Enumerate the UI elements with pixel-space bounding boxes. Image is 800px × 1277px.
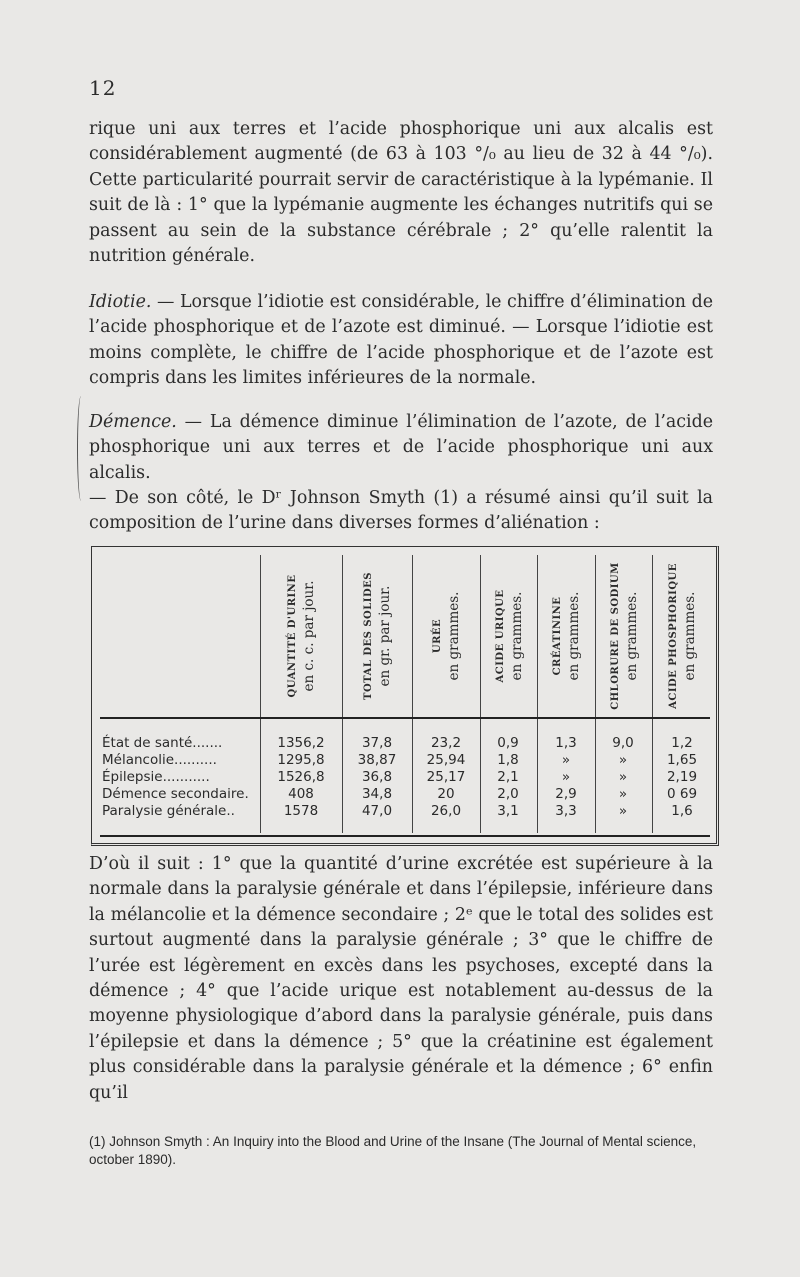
row-label: Mélancolie.......... — [102, 752, 217, 768]
column-header-line1: QUANTITÉ D'URINE — [287, 574, 298, 698]
paragraph-smyth-intro: — De son côté, le Dʳ Johnson Smyth (1) a résumé ainsi qu’il suit la composition de l’urine dans diverses formes d’aliénation : — [89, 488, 713, 534]
table-cell: 3,3 — [555, 803, 577, 819]
column-header-line2: en gr. par jour. — [377, 585, 393, 687]
table-cell: 0 69 — [666, 786, 698, 802]
column-header-creatinine — [538, 561, 594, 711]
column-header-line2: en grammes. — [566, 591, 582, 681]
column-header-line2: en grammes. — [446, 591, 462, 681]
column-header-line2: en grammes. — [624, 591, 640, 681]
row-label: Paralysie générale.. — [102, 803, 235, 819]
table-cell: 408 — [288, 786, 314, 802]
table-cell: 1578 — [283, 803, 319, 819]
column-header-line2: en c. c. par jour. — [301, 580, 317, 692]
table-cell: 26,0 — [430, 803, 462, 819]
column-header-line1: TOTAL DES SOLIDES — [363, 572, 374, 700]
urine-composition-table — [91, 546, 719, 846]
table-row — [102, 735, 710, 752]
table-cell: 1,2 — [671, 735, 693, 751]
column-header-chlorure — [596, 561, 652, 711]
table-cell: 2,9 — [555, 786, 577, 802]
table-cell: 1295,8 — [277, 752, 325, 768]
paragraph-demence-text: — La démence diminue l’élimination de l’azote, de l’acide phosphorique uni aux terres et de l’acide phosphorique uni aux alcalis. — [89, 412, 713, 483]
table-row — [102, 769, 710, 786]
table-cell: 2,19 — [666, 769, 698, 785]
row-label: Épilepsie........... — [102, 769, 210, 785]
column-header-line1: CHLORURE DE SODIUM — [610, 562, 621, 710]
table-cell: 3,1 — [497, 803, 519, 819]
table-row — [102, 786, 710, 803]
table-cell: 38,87 — [357, 752, 397, 768]
table-cell: » — [618, 769, 628, 785]
table-row — [102, 752, 710, 769]
table-cell: » — [618, 786, 628, 802]
table-cell: 2,0 — [497, 786, 519, 802]
table-cell: 37,8 — [361, 735, 393, 751]
table-cell: » — [561, 769, 571, 785]
paragraph-demence — [89, 410, 713, 486]
table-cell: 9,0 — [612, 735, 634, 751]
table-cell: » — [561, 752, 571, 768]
section-label-demence: Démence. — [89, 412, 177, 432]
table-cell: » — [618, 803, 628, 819]
column-header-line2: en grammes. — [509, 591, 525, 681]
table-cell: 2,1 — [497, 769, 519, 785]
table-cell: 20 — [437, 786, 455, 802]
margin-bracket — [77, 396, 85, 501]
footer-rule — [100, 835, 710, 837]
table-cell: 1,6 — [671, 803, 693, 819]
table-cell: 1356,2 — [277, 735, 325, 751]
column-header-line1: ACIDE URIQUE — [495, 589, 506, 683]
column-header-line1: CRÉATININE — [552, 596, 563, 676]
table-cell: 25,17 — [426, 769, 466, 785]
paragraph-idiotie — [89, 290, 713, 392]
page-number: 12 — [89, 76, 117, 100]
table-cell: » — [618, 752, 628, 768]
table-cell: 0,9 — [497, 735, 519, 751]
paragraph-lypemanie: rique uni aux terres et l’acide phosphorique uni aux alcalis est considérablement augmenté (de 63 à 103 °/₀ au lieu de 32 à 44 °/₀). Cette particularité pourrait servir de caractéristique à la lypémanie. Il suit de là : 1° que la lypémanie augmente les échanges nutritifs qui se passent au sein de la substance cérébrale ; 2° qu’elle ralentit la nutrition générale. — [89, 119, 713, 267]
column-header-quantite — [273, 561, 329, 711]
column-header-acide-urique — [481, 561, 537, 711]
table-row — [102, 803, 710, 820]
table-cell: 1526,8 — [277, 769, 325, 785]
column-header-solides — [349, 561, 405, 711]
table-cell: 34,8 — [361, 786, 393, 802]
column-header-phosphorique — [654, 561, 710, 711]
table-cell: 25,94 — [426, 752, 466, 768]
table-cell: 1,3 — [555, 735, 577, 751]
header-rule — [100, 717, 710, 719]
column-header-line1: ACIDE PHOSPHORIQUE — [668, 563, 679, 709]
table-cell: 47,0 — [361, 803, 393, 819]
column-header-line2: en grammes. — [682, 591, 698, 681]
column-header-line1: URÉE — [432, 618, 443, 654]
column-header-uree — [418, 561, 474, 711]
footnote: (1) Johnson Smyth : An Inquiry into the Blood and Urine of the Insane (The Journal of Mental science, october 1890). — [89, 1134, 697, 1167]
section-label-idiotie: Idiotie. — [89, 292, 152, 312]
table-cell: 23,2 — [430, 735, 462, 751]
row-label: État de santé....... — [102, 735, 223, 751]
paragraph-idiotie-text: — Lorsque l’idiotie est considérable, le chiffre d’élimination de l’acide phosphorique et de l’azote est diminué. — Lorsque l’idiotie est moins complète, le chiffre de l’acide phosphorique et de l’azote est compris dans les limites inférieures de la normale. — [89, 292, 713, 389]
table-cell: 1,65 — [666, 752, 698, 768]
table-cell: 36,8 — [361, 769, 393, 785]
row-label: Démence secondaire. — [102, 786, 249, 802]
table-cell: 1,8 — [497, 752, 519, 768]
paragraph-conclusions: D’où il suit : 1° que la quantité d’urine excrétée est supérieure à la normale dans la paralysie générale et dans l’épilepsie, inférieure dans la mélancolie et la démence secondaire ; 2ᵉ que le total des solides est surtout augmenté dans la paralysie générale ; 3° que le chiffre de l’urée est légèrement en excès dans les psychoses, excepté dans la démence ; 4° que l’acide urique est notablement au-dessus de la moyenne physiologique d’abord dans la paralysie générale, puis dans l’épilepsie et dans la démence ; 5° que la créatinine est également plus considérable dans la paralysie générale et la démence ; 6° enfin qu’il — [89, 854, 713, 1103]
